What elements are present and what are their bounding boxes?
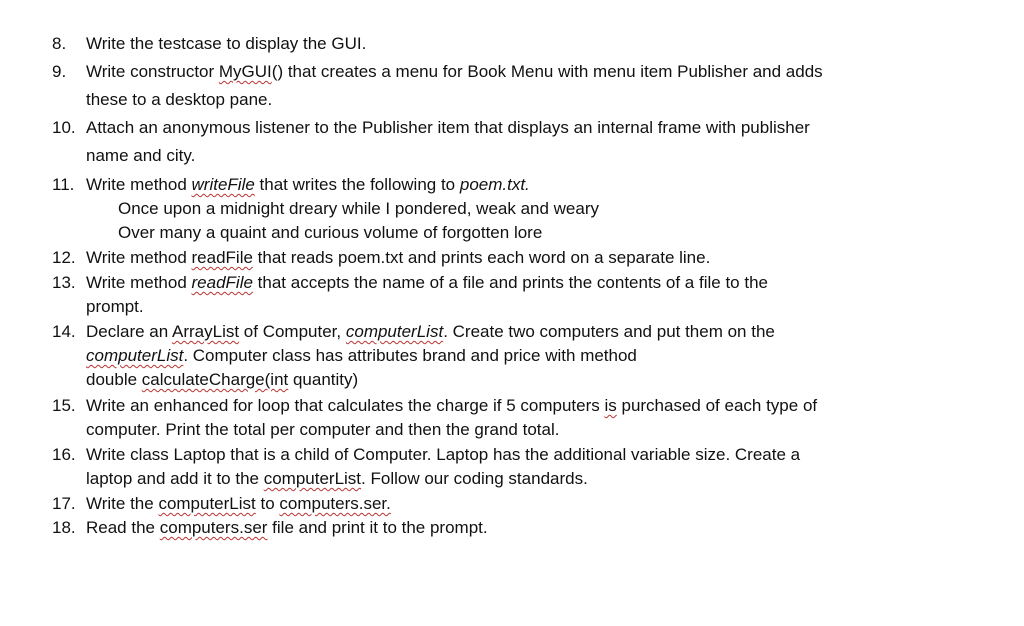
item-number: 15. [52,396,76,415]
item-number: 10. [52,118,76,137]
flagged-word: computerList [263,469,362,488]
item-text-line: Write constructor MyGUI() that creates a menu for Book Menu with menu item Publisher and adds [86,62,823,81]
item-text-line: computer. Print the total per computer and then the grand total. [86,420,560,439]
item-number: 8. [52,34,67,53]
item-number: 9. [52,62,67,81]
flagged-word: MyGUI [218,62,272,81]
flagged-word: calculateCharge(int [141,370,289,389]
flagged-word: computerList [158,494,256,513]
flagged-word: computerList [86,346,184,365]
item-text-line: Write the testcase to display the GUI. [86,34,367,53]
item-number: 13. [52,273,76,292]
item-text-line: double calculateCharge(int quantity) [86,370,359,389]
item-number: 12. [52,248,76,267]
item-text-line: Write class Laptop that is a child of Computer. Laptop has the additional variable size. Create a [86,445,801,464]
item-text-line: prompt. [86,297,144,316]
item-number: 18. [52,518,76,537]
item-text-line: these to a desktop pane. [86,90,273,109]
emphasis-text: poem.txt. [459,175,530,194]
flagged-word: ArrayList [172,322,240,341]
item-text-line: Write method readFile that accepts the name of a file and prints the contents of a file to the [86,273,768,292]
flagged-word: is [604,396,617,415]
item-text-line: Attach an anonymous listener to the Publisher item that displays an internal frame with publisher [86,118,810,137]
item-text-line: laptop and add it to the computerList. Follow our coding standards. [86,469,588,488]
flagged-word: computers.ser. [279,494,391,513]
item-text-line: Write an enhanced for loop that calculates the charge if 5 computers is purchased of each type of [86,396,818,415]
item-number: 11. [52,175,75,194]
item-number: 17. [52,494,76,513]
item-text-line: Write method writeFile that writes the following to poem.txt. [86,175,530,194]
flagged-word: computerList [345,322,444,341]
flagged-word: writeFile [191,175,255,194]
item-text-line: Declare an ArrayList of Computer, computerList. Create two computers and put them on the [86,322,775,341]
flagged-word: readFile [191,273,253,292]
item-text-line: name and city. [86,146,196,165]
item-number: 14. [52,322,76,341]
item-text-line: computerList. Computer class has attributes brand and price with method [86,346,637,365]
item-text-line: Read the computers.ser file and print it to the prompt. [86,518,488,537]
item-text-line: Write method readFile that reads poem.txt and prints each word on a separate line. [86,248,711,267]
flagged-word: computers.ser [159,518,268,537]
item-number: 16. [52,445,76,464]
item-text-line: Write the computerList to computers.ser. [86,494,391,513]
poem-line: Once upon a midnight dreary while I pondered, weak and weary [118,199,600,218]
poem-line: Over many a quaint and curious volume of forgotten lore [118,223,543,242]
flagged-word: readFile [191,248,253,267]
